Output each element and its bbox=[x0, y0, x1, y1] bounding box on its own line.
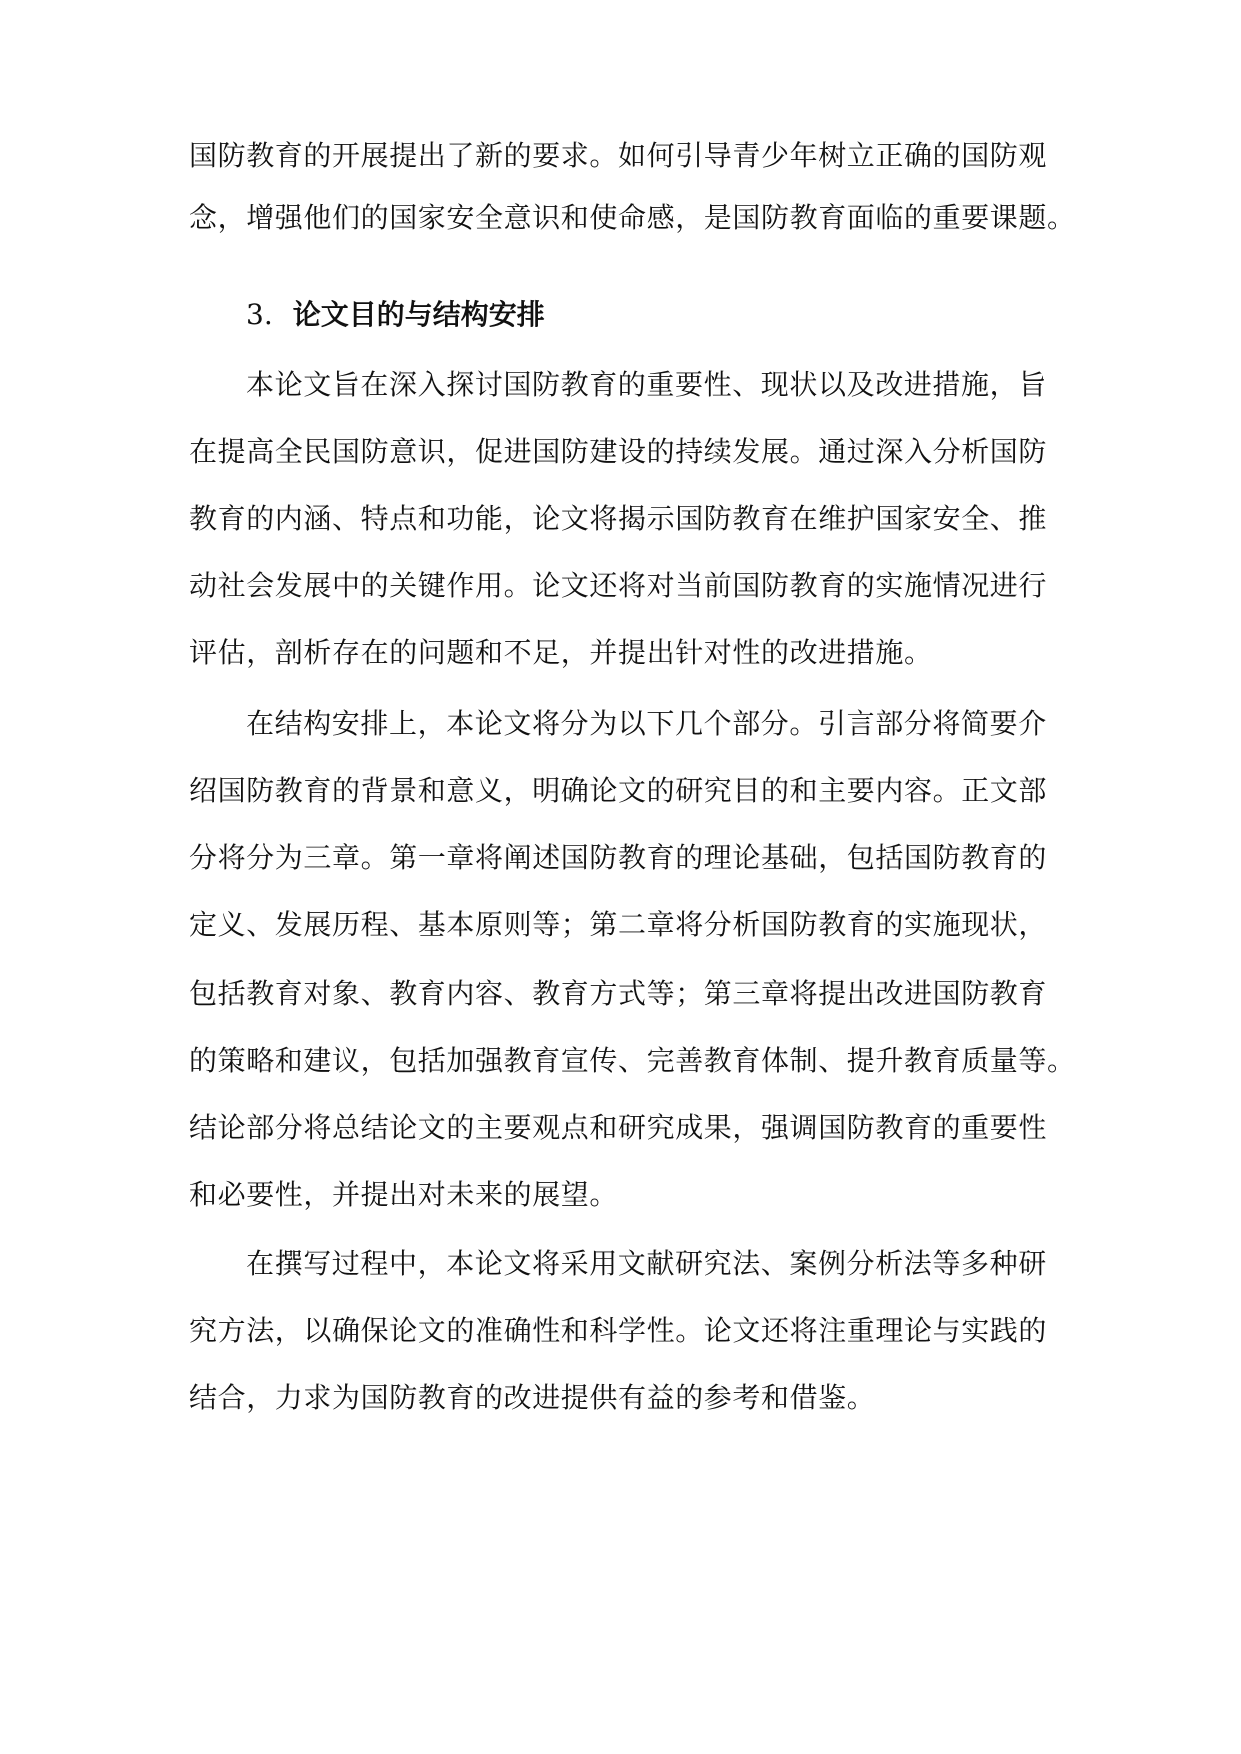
p3-line-3: 结合，力求为国防教育的改进提供有益的参考和借鉴。 bbox=[189, 1381, 876, 1414]
p2-line-8: 和必要性，并提出对未来的展望。 bbox=[189, 1178, 619, 1211]
p1-line-1: 本论文旨在深入探讨国防教育的重要性、现状以及改进措施，旨 bbox=[246, 368, 1047, 401]
p2-line-6: 的策略和建议，包括加强教育宣传、完善教育体制、提升教育质量等。 bbox=[189, 1044, 1076, 1077]
intro-line-2: 念，增强他们的国家安全意识和使命感，是国防教育面临的重要课题。 bbox=[189, 201, 1076, 234]
p1-line-2: 在提高全民国防意识，促进国防建设的持续发展。通过深入分析国防 bbox=[189, 435, 1048, 468]
p2-line-5: 包括教育对象、教育内容、教育方式等；第三章将提出改进国防教育 bbox=[189, 977, 1048, 1010]
intro-line-1: 国防教育的开展提出了新的要求。如何引导青少年树立正确的国防观 bbox=[189, 139, 1048, 172]
p3-line-1: 在撰写过程中，本论文将采用文献研究法、案例分析法等多种研 bbox=[246, 1247, 1047, 1280]
p1-line-3: 教育的内涵、特点和功能，论文将揭示国防教育在维护国家安全、推 bbox=[189, 502, 1048, 535]
p1-line-5: 评估，剖析存在的问题和不足，并提出针对性的改进措施。 bbox=[189, 636, 933, 669]
p2-line-1: 在结构安排上，本论文将分为以下几个部分。引言部分将简要介 bbox=[246, 707, 1047, 740]
p3-line-2: 究方法，以确保论文的准确性和科学性。论文还将注重理论与实践的 bbox=[189, 1314, 1048, 1347]
p2-line-2: 绍国防教育的背景和意义，明确论文的研究目的和主要内容。正文部 bbox=[189, 774, 1048, 807]
p2-line-4: 定义、发展历程、基本原则等；第二章将分析国防教育的实施现状， bbox=[189, 908, 1048, 941]
section-heading bbox=[246, 297, 545, 333]
p2-line-3: 分将分为三章。第一章将阐述国防教育的理论基础，包括国防教育的 bbox=[189, 841, 1048, 874]
section-title: 论文目的与结构安排 bbox=[292, 298, 545, 331]
p1-line-4: 动社会发展中的关键作用。论文还将对当前国防教育的实施情况进行 bbox=[189, 569, 1048, 602]
section-number: 3. bbox=[246, 298, 273, 331]
p2-line-7: 结论部分将总结论文的主要观点和研究成果，强调国防教育的重要性 bbox=[189, 1111, 1048, 1144]
